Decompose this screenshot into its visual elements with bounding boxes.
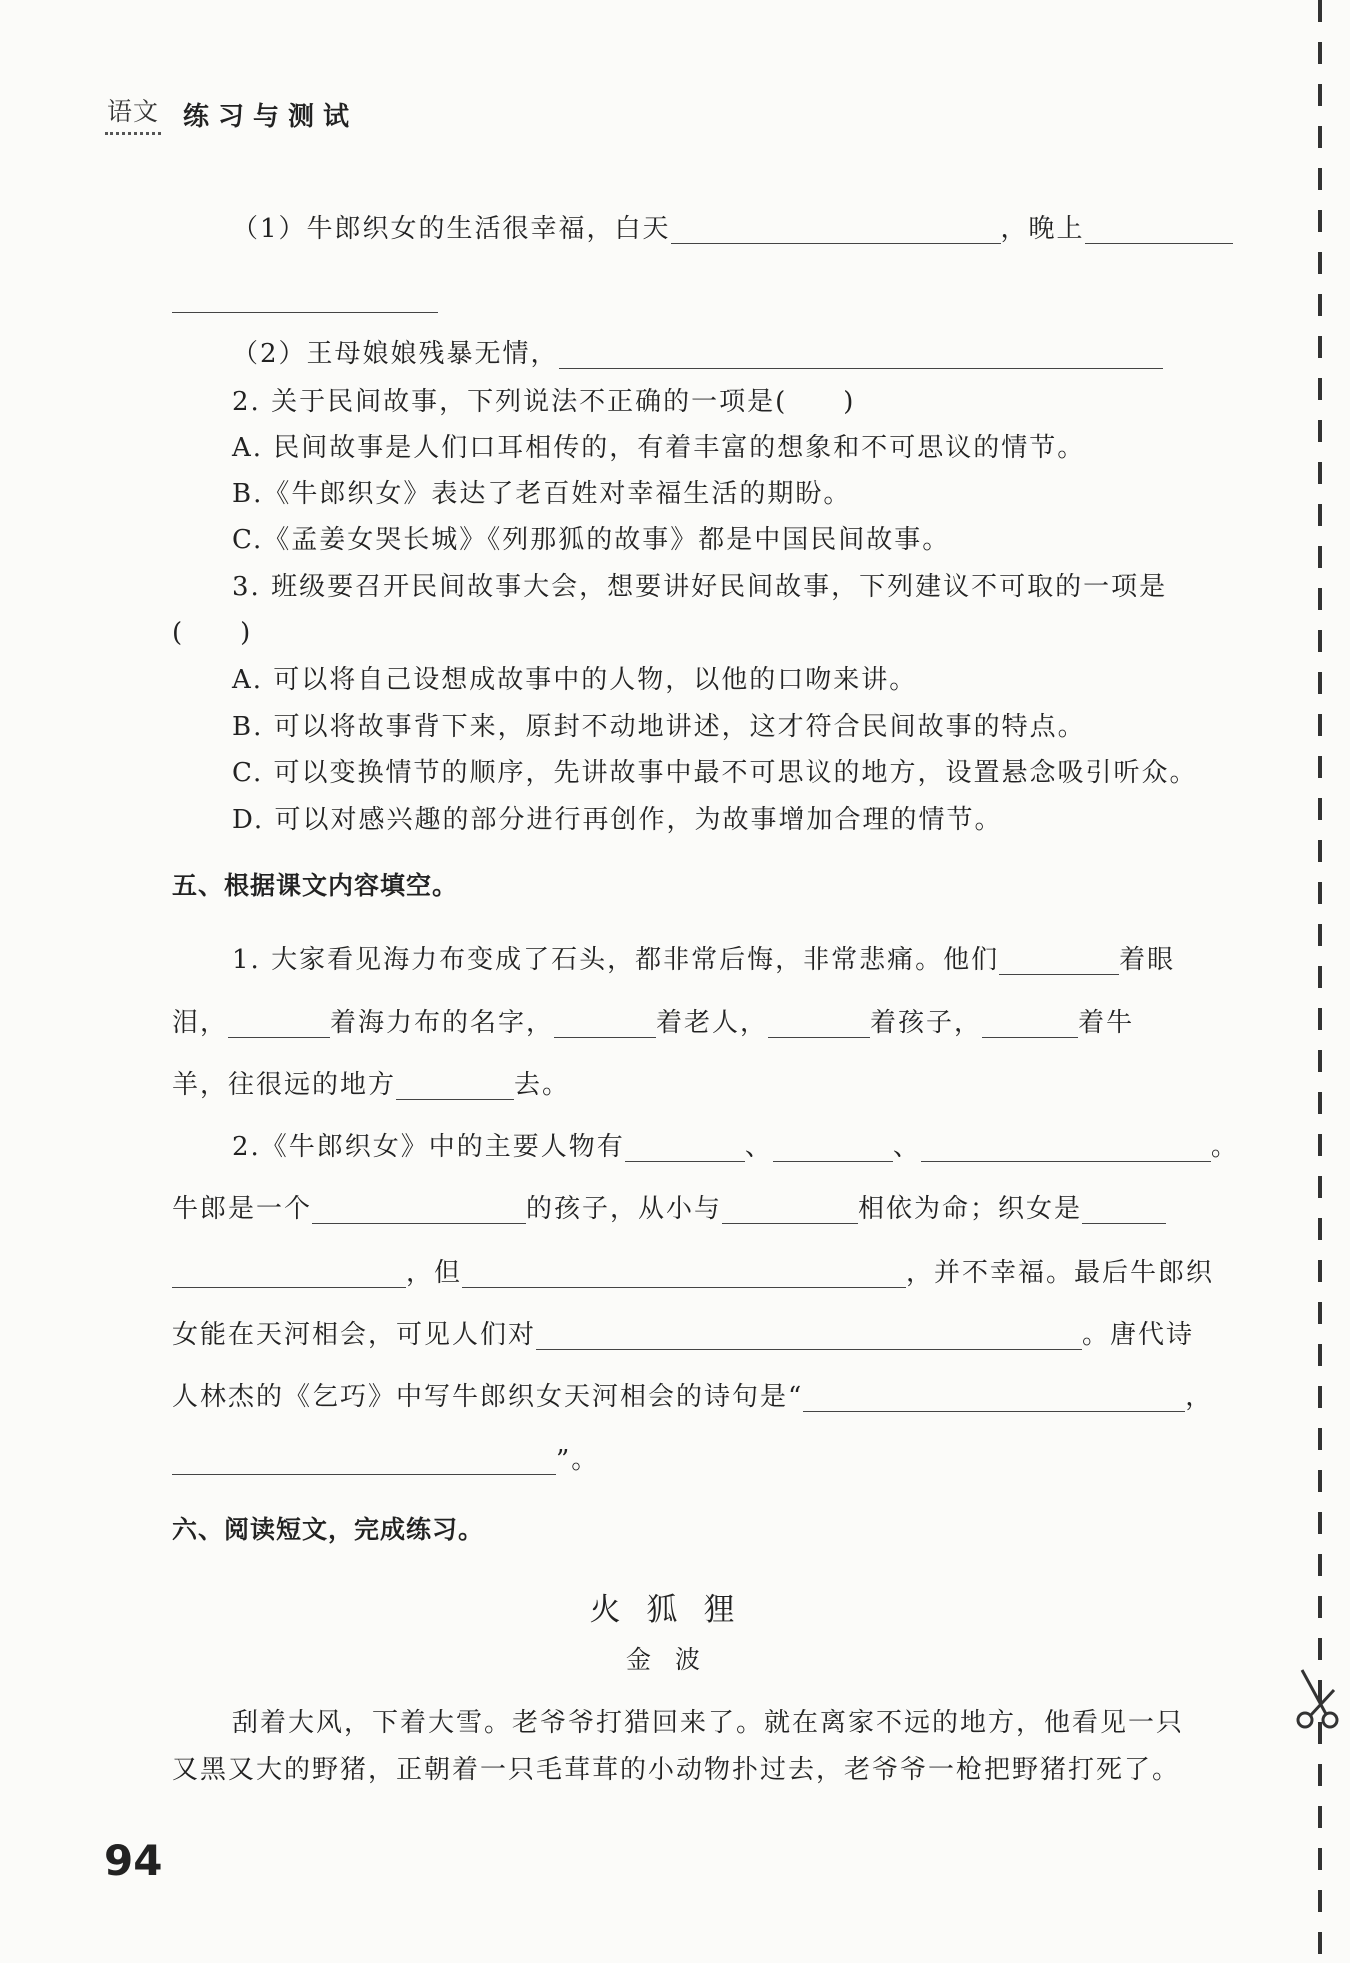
answer-blank[interactable] [625, 1135, 745, 1162]
answer-blank[interactable] [773, 1135, 893, 1162]
q1-item2: （2）王母娘娘残暴无情， [232, 339, 1163, 369]
q2-stem: 2. 关于民间故事，下列说法不正确的一项是( ) [232, 387, 856, 417]
s5-p2-line3: ，但 ，并不幸福。最后牛郎织 [172, 1258, 1214, 1288]
answer-blank[interactable] [172, 1261, 406, 1288]
section5-title: 五、根据课文内容填空。 [172, 871, 459, 900]
answer-blank[interactable] [1085, 217, 1233, 244]
s5-p2-line2: 牛郎是一个 的孩子，从小与 相依为命；织女是 [172, 1194, 1166, 1224]
s5-p2-line5: 人林杰的《乞巧》中写牛郎织女天河相会的诗句是“ ， [172, 1382, 1214, 1412]
s5-p1-line3: 羊，往很远的地方 去。 [172, 1070, 571, 1100]
answer-blank[interactable] [921, 1135, 1211, 1162]
page-header [105, 92, 358, 135]
answer-blank[interactable] [462, 1261, 906, 1288]
q3-answer-paren[interactable]: ( ) [172, 618, 253, 648]
answer-blank[interactable] [172, 1448, 556, 1475]
answer-blank[interactable] [396, 1073, 514, 1100]
answer-blank[interactable] [1082, 1197, 1166, 1224]
s5-p2-line1: 2.《牛郎织女》中的主要人物有 、 、 。 [232, 1132, 1239, 1162]
answer-blank[interactable] [554, 1011, 656, 1038]
answer-blank[interactable] [312, 1197, 526, 1224]
subject-tag: 语文 [105, 92, 161, 135]
story-author: 金波 [625, 1645, 724, 1674]
page-number: 94 [104, 1836, 163, 1885]
q2-option-c[interactable]: C.《孟姜女哭长城》《列那狐的故事》都是中国民间故事。 [232, 525, 951, 555]
answer-blank[interactable] [768, 1011, 870, 1038]
answer-blank[interactable] [982, 1011, 1078, 1038]
s5-p1-line1: 1. 大家看见海力布变成了石头，都非常后悔，非常悲痛。他们 着眼 [232, 945, 1176, 975]
book-title: 练习与测试 [183, 102, 359, 132]
q3-option-d[interactable]: D. 可以对感兴趣的部分进行再创作，为故事增加合理的情节。 [232, 805, 1003, 835]
q3-stem: 3. 班级要召开民间故事大会，想要讲好民间故事，下列建议不可取的一项是 [232, 572, 1168, 602]
answer-blank[interactable] [722, 1197, 858, 1224]
q3-option-c[interactable]: C. 可以变换情节的顺序，先讲故事中最不可思议的地方，设置悬念吸引听众。 [232, 758, 1198, 788]
answer-blank[interactable] [172, 286, 438, 313]
q1-item1-continuation [172, 283, 438, 313]
scissors-icon [1292, 1668, 1344, 1730]
answer-blank[interactable] [559, 342, 1163, 369]
q3-option-a[interactable]: A. 可以将自己设想成故事中的人物，以他的口吻来讲。 [232, 665, 918, 695]
answer-blank[interactable] [671, 217, 1001, 244]
s5-p1-line2: 泪， 着海力布的名字， 着老人， 着孩子， 着牛 [172, 1008, 1135, 1038]
q2-option-b[interactable]: B.《牛郎织女》表达了老百姓对幸福生活的期盼。 [232, 479, 852, 509]
q1-item1: （1）牛郎织女的生活很幸福，白天 ，晚上 [232, 214, 1233, 244]
q3-option-b[interactable]: B. 可以将故事背下来，原封不动地讲述，这才符合民间故事的特点。 [232, 712, 1086, 742]
answer-blank[interactable] [536, 1323, 1082, 1350]
story-line-1: 刮着大风，下着大雪。老爷爷打猎回来了。就在离家不远的地方，他看见一只 [232, 1708, 1185, 1738]
answer-blank[interactable] [228, 1011, 330, 1038]
story-title: 火狐狸 [589, 1592, 761, 1628]
section6-title: 六、阅读短文，完成练习。 [172, 1515, 485, 1544]
s5-p2-line4: 女能在天河相会，可见人们对 。唐代诗 [172, 1320, 1195, 1350]
story-line-2: 又黑又大的野猪，正朝着一只毛茸茸的小动物扑过去，老爷爷一枪把野猪打死了。 [172, 1755, 1181, 1785]
answer-blank[interactable] [803, 1385, 1185, 1412]
q2-option-a[interactable]: A. 民间故事是人们口耳相传的，有着丰富的想象和不可思议的情节。 [232, 433, 1086, 463]
answer-blank[interactable] [999, 948, 1119, 975]
s5-p2-line6: ”。 [172, 1445, 599, 1475]
